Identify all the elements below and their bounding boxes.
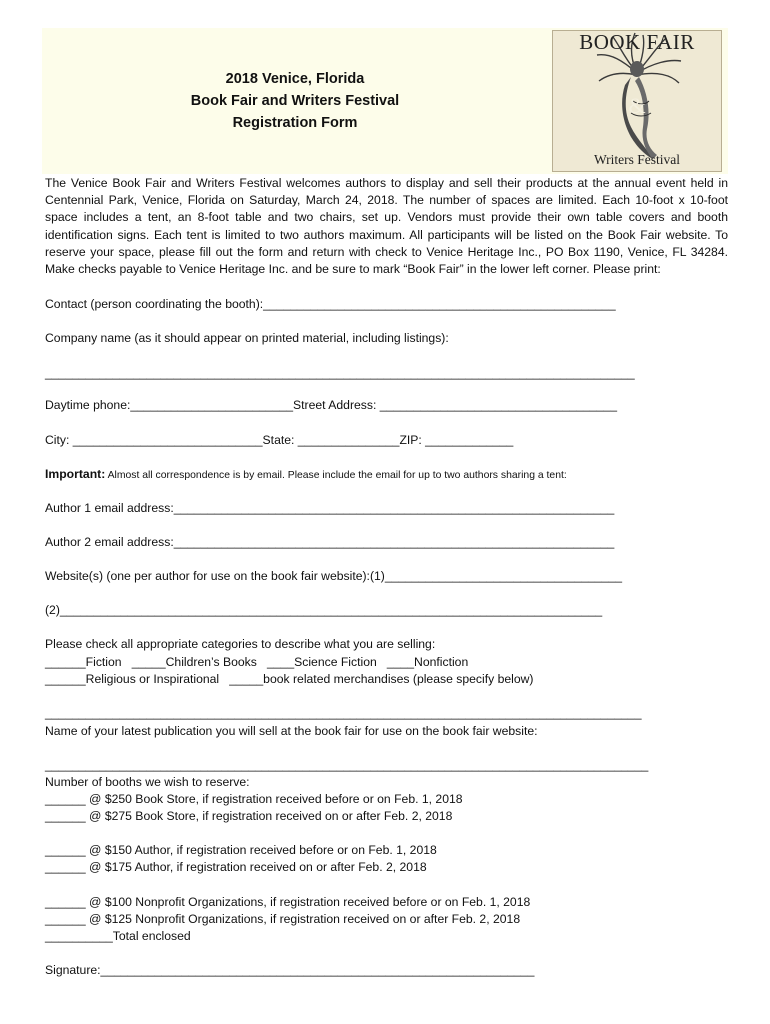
title-line-2: Book Fair and Writers Festival [190, 93, 400, 109]
important-text: Almost all correspondence is by email. Please include the email for up to two authors sharing a tent: [105, 470, 567, 481]
author-1-email-field[interactable]: Author 1 email address:_________________________________________________________________ [45, 501, 615, 515]
booths-label: Number of booths we wish to reserve: [45, 775, 250, 789]
bookstore-early-option[interactable]: ______ @ $250 Book Store, if registration received before or on Feb. 1, 2018 [45, 792, 463, 806]
categories-intro: Please check all appropriate categories to describe what you are selling: [45, 637, 436, 651]
city-state-zip-field[interactable]: City: ____________________________State: _______________ZIP: _____________ [45, 433, 514, 447]
contact-field[interactable]: Contact (person coordinating the booth):____________________________________________________ [45, 297, 616, 311]
logo-bottom-text: Writers Festival [593, 152, 681, 167]
author-early-option[interactable]: ______ @ $150 Author, if registration received before or on Feb. 1, 2018 [45, 843, 437, 857]
signature-field[interactable]: Signature:________________________________________________________________ [45, 963, 535, 977]
website-2-field[interactable]: (2)________________________________________________________________________________ [45, 603, 603, 617]
categories-row-2[interactable]: ______Religious or Inspirational _____book related merchandises (please specify below) [45, 672, 534, 686]
categories-row-1[interactable]: ______Fiction _____Children’s Books ____Science Fiction ____Nonfiction [45, 655, 469, 669]
book-fair-logo [552, 30, 722, 172]
logo-ampersand: & [628, 93, 646, 118]
publication-label: Name of your latest publication you will sell at the book fair for use on the book fair website: [45, 724, 538, 738]
nonprofit-late-option[interactable]: ______ @ $125 Nonprofit Organizations, if registration received on or after Feb. 2, 2018 [45, 912, 521, 926]
nonprofit-early-option[interactable]: ______ @ $100 Nonprofit Organizations, if registration received before or on Feb. 1, 2018 [45, 895, 531, 909]
author-late-option[interactable]: ______ @ $175 Author, if registration received on or after Feb. 2, 2018 [45, 860, 427, 874]
logo-top-text: BOOK FAIR [579, 31, 695, 54]
important-label: Important: [45, 467, 106, 481]
title-line-3: Registration Form [232, 115, 358, 131]
bookstore-late-option[interactable]: ______ @ $275 Book Store, if registration received on or after Feb. 2, 2018 [45, 809, 453, 823]
phone-address-field[interactable]: Daytime phone:________________________Street Address: ___________________________________ [45, 398, 617, 412]
intro-paragraph: The Venice Book Fair and Writers Festival welcomes authors to display and sell their products at the annual event held in Centennial Park, Venice, Florida on Saturday, March 24, 2018. The number of spaces are limited. Each 10-foot x 10-foot space includes a tent, an 8-foot table and two chairs, set up. Vendors must provide their own table covers and booth identification signs. Each tent is limited to two authors maximum. All participants will be listed on the Book Fair website. To reserve your space, please fill out the form and return with check to Venice Heritage Inc., PO Box 1190, Venice, FL 34284. Make checks payable to Venice Heritage Inc. and be sure to mark “Book Fair” in the lower left corner. Please print: [45, 176, 728, 277]
title-line-1: 2018 Venice, Florida [225, 71, 365, 87]
form-title [150, 68, 440, 134]
website-1-field[interactable]: Website(s) (one per author for use on the book fair website):(1)___________________________________ [45, 569, 623, 583]
company-name-field[interactable]: _______________________________________________________________________________________ [45, 366, 635, 380]
total-enclosed-field[interactable]: __________Total enclosed [45, 929, 191, 943]
author-2-email-field[interactable]: Author 2 email address:_________________________________________________________________ [45, 535, 615, 549]
important-note [45, 466, 567, 484]
publication-field[interactable]: _________________________________________________________________________________________ [45, 758, 649, 772]
company-name-label: Company name (as it should appear on printed material, including listings): [45, 331, 449, 345]
mermaid-illustration-icon [553, 31, 721, 171]
specify-merchandise-field[interactable]: ________________________________________________________________________________________ [45, 706, 642, 720]
registration-form [45, 175, 728, 977]
